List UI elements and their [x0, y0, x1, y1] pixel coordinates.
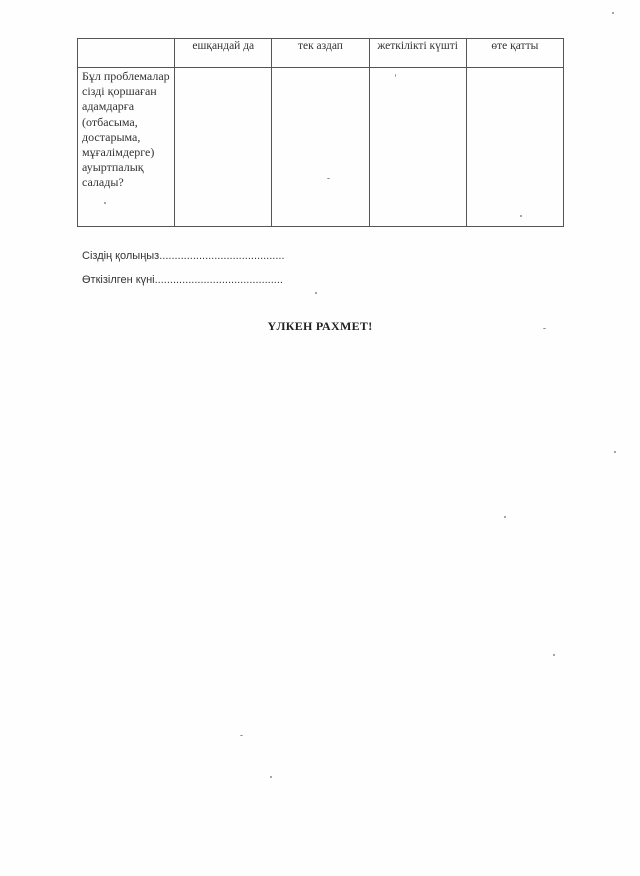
scan-speck	[553, 654, 555, 656]
date-line: Өткізілген күні..........................................	[82, 274, 283, 286]
scan-speck	[315, 292, 317, 294]
answer-cell-quite-strong[interactable]	[369, 68, 466, 227]
scan-speck	[614, 451, 616, 453]
scan-speck	[327, 178, 330, 179]
header-cell-quite-strong: жеткілікті күшті	[369, 39, 466, 68]
scan-speck	[543, 328, 546, 329]
answer-cell-not-at-all[interactable]	[175, 68, 272, 227]
table-row	[78, 68, 564, 227]
answer-cell-very-strong[interactable]	[466, 68, 563, 227]
scan-speck	[240, 735, 243, 736]
closing-thanks: ҮЛКЕН РАХМЕТ!	[267, 319, 373, 333]
header-cell-not-at-all: ешқандай да	[175, 39, 272, 68]
header-cell-very-strong: өте қатты	[466, 39, 563, 68]
scan-speck	[612, 12, 614, 14]
answer-cell-only-a-little[interactable]	[272, 68, 369, 227]
scan-speck	[395, 74, 396, 77]
scan-speck	[504, 516, 506, 518]
scan-speck	[270, 776, 272, 778]
scan-speck	[104, 202, 106, 204]
survey-table	[77, 38, 564, 227]
header-cell-empty	[78, 39, 175, 68]
question-cell: Бұл проблемалар сізді қоршаған адамдарға (отбасыма, достарыма, мұғалімдерге) ауыртпалық салады?	[78, 68, 175, 227]
signature-line: Сіздің қолыңыз.........................................	[82, 250, 285, 262]
scan-speck	[520, 215, 522, 217]
table-header-row	[78, 39, 564, 68]
header-cell-only-a-little: тек аздап	[272, 39, 369, 68]
